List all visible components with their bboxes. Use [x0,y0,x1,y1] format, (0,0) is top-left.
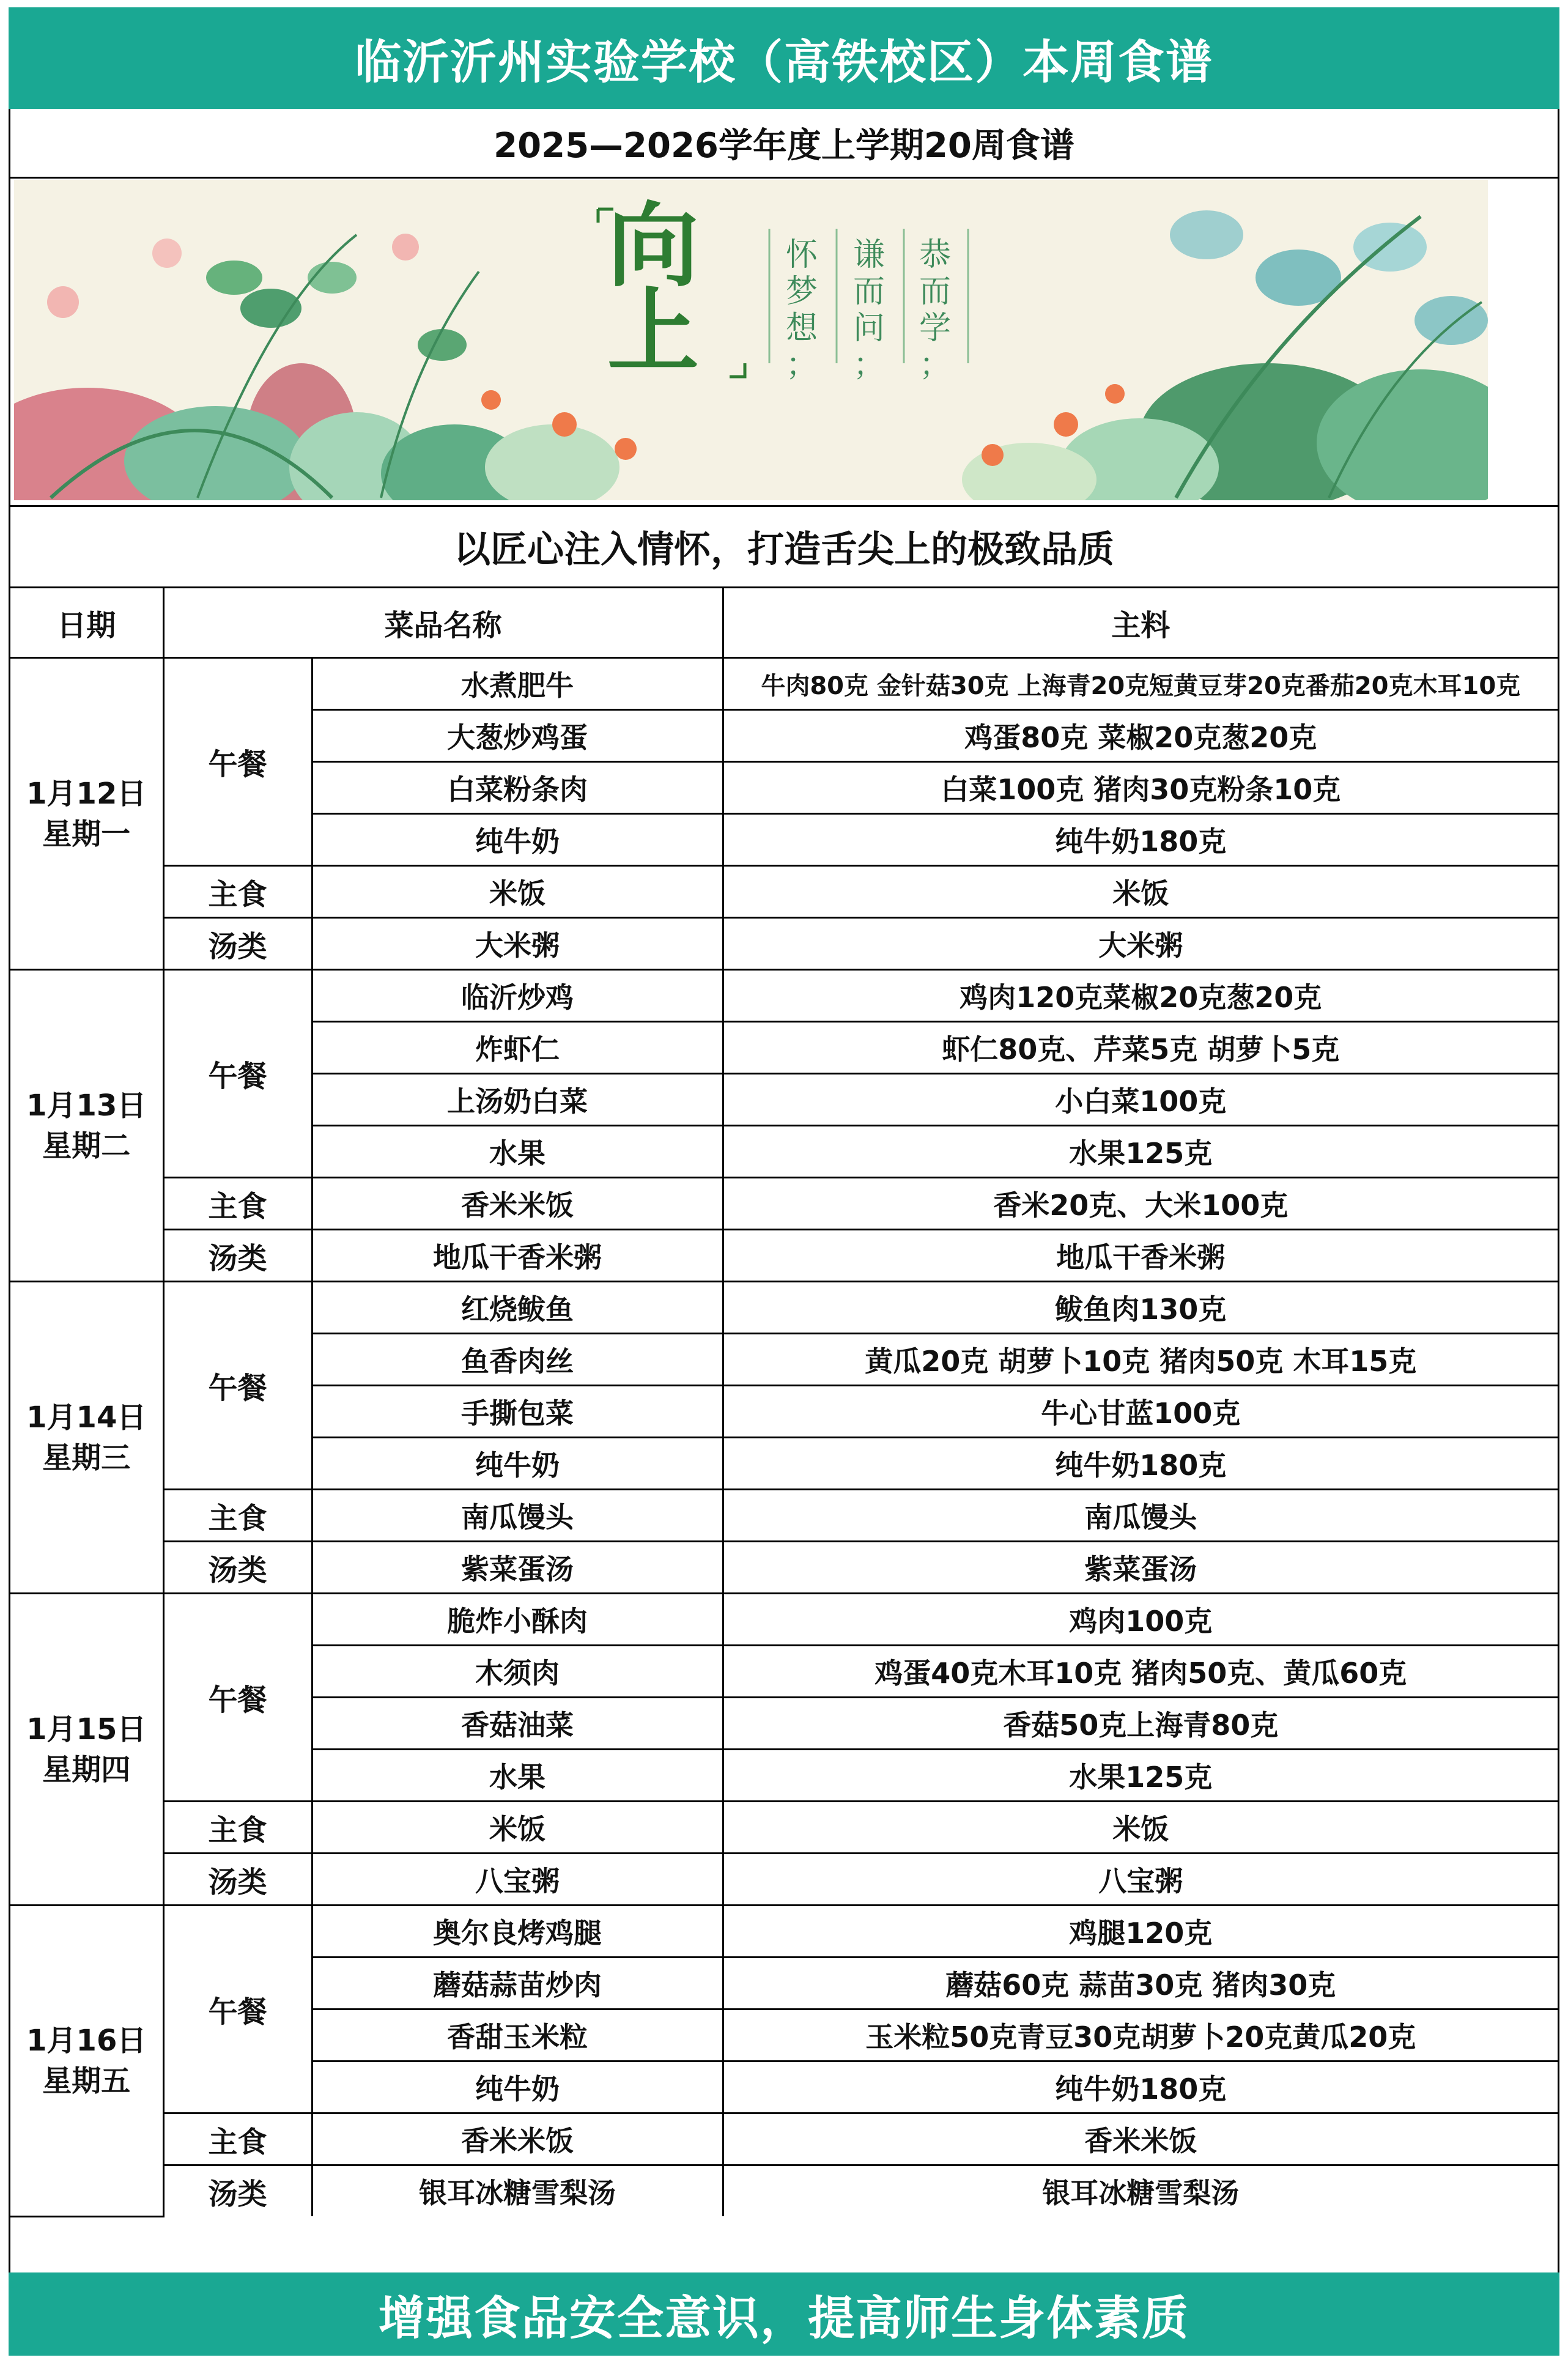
day-date-cell [10,970,163,1282]
ingredients: 水果125克 [723,1126,1558,1178]
meal-type: 主食 [163,1802,312,1854]
dish-name: 鱼香肉丝 [312,1334,723,1386]
meal-type: 汤类 [163,2165,312,2217]
dish-name: 奥尔良烤鸡腿 [312,1906,723,1958]
day-date-cell [10,658,163,970]
table-row [10,2165,1558,2217]
ingredients: 香米米饭 [723,2113,1558,2165]
meal-type: 主食 [163,1490,312,1542]
meal-type: 汤类 [163,1230,312,1282]
ingredients: 纯牛奶180克 [723,1438,1558,1490]
table-row [10,1542,1558,1594]
meal-type: 主食 [163,2113,312,2165]
ingredients: 牛心甘蓝100克 [723,1386,1558,1438]
ingredients: 米饭 [723,866,1558,918]
dish-name: 上汤奶白菜 [312,1074,723,1126]
dish-name: 南瓜馒头 [312,1490,723,1542]
ingredients: 鸡肉120克菜椒20克葱20克 [723,970,1558,1022]
menu-page [9,7,1559,2356]
menu-table [10,588,1558,2217]
dish-name: 水煮肥牛 [312,658,723,710]
header-date: 日期 [10,588,163,658]
day-weekday: 星期三 [42,1440,131,1475]
ingredients: 虾仁80克、芹菜5克 胡萝卜5克 [723,1022,1558,1074]
dish-name: 手撕包菜 [312,1386,723,1438]
dish-name: 米饭 [312,1802,723,1854]
day-date: 1月16日 [26,2023,147,2058]
ingredients: 黄瓜20克 胡萝卜10克 猪肉50克 木耳15克 [723,1334,1558,1386]
dish-name: 纯牛奶 [312,2062,723,2113]
ingredients: 纯牛奶180克 [723,814,1558,866]
day-date-cell [10,1906,163,2217]
day-date: 1月14日 [26,1400,147,1435]
table-row [10,1906,1558,1958]
dish-name: 香米米饭 [312,2113,723,2165]
table-row [10,866,1558,918]
dish-name: 八宝粥 [312,1854,723,1906]
dish-name: 香米米饭 [312,1178,723,1230]
hero-illustration [14,180,1488,500]
ingredients: 八宝粥 [723,1854,1558,1906]
dish-name: 红烧鲅鱼 [312,1282,723,1334]
day-weekday: 星期一 [42,816,131,851]
ingredients: 鸡腿120克 [723,1906,1558,1958]
menu-frame [9,109,1559,2272]
meal-type: 主食 [163,866,312,918]
page-title: 临沂沂州实验学校（高铁校区）本周食谱 [9,7,1559,109]
ingredients: 水果125克 [723,1750,1558,1802]
ingredients: 香米20克、大米100克 [723,1178,1558,1230]
dish-name: 米饭 [312,866,723,918]
day-date: 1月12日 [26,776,147,811]
dish-name: 紫菜蛋汤 [312,1542,723,1594]
dish-name: 银耳冰糖雪梨汤 [312,2165,723,2217]
day-date-cell [10,1594,163,1906]
meal-type: 午餐 [163,658,312,866]
meal-type: 午餐 [163,970,312,1178]
table-row [10,2113,1558,2165]
day-date-cell [10,1282,163,1594]
header-dish: 菜品名称 [163,588,723,658]
day-weekday: 星期五 [42,2063,131,2098]
poem-line-2: 谦而问； [853,237,886,383]
ingredients: 南瓜馒头 [723,1490,1558,1542]
dish-name: 大米粥 [312,918,723,970]
dish-name: 炸虾仁 [312,1022,723,1074]
table-row [10,1490,1558,1542]
dish-name: 纯牛奶 [312,1438,723,1490]
table-row [10,1802,1558,1854]
footer-slogan: 增强食品安全意识，提高师生身体素质 [9,2272,1559,2356]
ingredients: 地瓜干香米粥 [723,1230,1558,1282]
dish-name: 临沂炒鸡 [312,970,723,1022]
dish-name: 水果 [312,1126,723,1178]
table-row [10,1230,1558,1282]
dish-name: 脆炸小酥肉 [312,1594,723,1646]
dish-name: 大葱炒鸡蛋 [312,710,723,762]
day-date: 1月15日 [26,1712,147,1747]
ingredients: 银耳冰糖雪梨汤 [723,2165,1558,2217]
meal-type: 汤类 [163,1542,312,1594]
table-header-row [10,588,1558,658]
dish-name: 木须肉 [312,1646,723,1698]
ingredients: 鸡蛋40克木耳10克 猪肉50克、黄瓜60克 [723,1646,1558,1698]
ingredients: 大米粥 [723,918,1558,970]
dish-name: 地瓜干香米粥 [312,1230,723,1282]
meal-type: 午餐 [163,1594,312,1802]
poem-line-3: 怀梦想； [786,237,818,383]
meal-type: 汤类 [163,918,312,970]
motto: 以匠心注入情怀，打造舌尖上的极致品质 [10,507,1558,588]
hero-char-2: 上 [607,279,700,385]
hero-char-1: 向 [607,193,700,300]
dish-name: 白菜粉条肉 [312,762,723,814]
dish-name: 香菇油菜 [312,1698,723,1750]
ingredients: 玉米粒50克青豆30克胡萝卜20克黄瓜20克 [723,2010,1558,2062]
meal-type: 主食 [163,1178,312,1230]
day-date: 1月13日 [26,1088,147,1123]
day-weekday: 星期四 [42,1752,131,1787]
ingredients: 鸡蛋80克 菜椒20克葱20克 [723,710,1558,762]
table-row [10,1178,1558,1230]
day-weekday: 星期二 [42,1128,131,1163]
dish-name: 水果 [312,1750,723,1802]
table-row [10,1282,1558,1334]
term-subtitle: 2025—2026学年度上学期20周食谱 [10,109,1558,179]
ingredients: 纯牛奶180克 [723,2062,1558,2113]
table-row [10,918,1558,970]
table-row [10,1854,1558,1906]
table-row [10,970,1558,1022]
meal-type: 汤类 [163,1854,312,1906]
dish-name: 纯牛奶 [312,814,723,866]
ingredients: 紫菜蛋汤 [723,1542,1558,1594]
table-row [10,1594,1558,1646]
poem-line-1: 恭而学； [919,237,952,383]
ingredients: 牛肉80克 金针菇30克 上海青20克短黄豆芽20克番茄20克木耳10克 [723,658,1558,710]
dish-name: 蘑菇蒜苗炒肉 [312,1958,723,2010]
table-row [10,658,1558,710]
dish-name: 香甜玉米粒 [312,2010,723,2062]
ingredients: 鲅鱼肉130克 [723,1282,1558,1334]
ingredients: 鸡肉100克 [723,1594,1558,1646]
ingredients: 白菜100克 猪肉30克粉条10克 [723,762,1558,814]
ingredients: 香菇50克上海青80克 [723,1698,1558,1750]
ingredients: 蘑菇60克 蒜苗30克 猪肉30克 [723,1958,1558,2010]
ingredients: 米饭 [723,1802,1558,1854]
meal-type: 午餐 [163,1282,312,1490]
header-ingredients: 主料 [723,588,1558,658]
ingredients: 小白菜100克 [723,1074,1558,1126]
meal-type: 午餐 [163,1906,312,2113]
